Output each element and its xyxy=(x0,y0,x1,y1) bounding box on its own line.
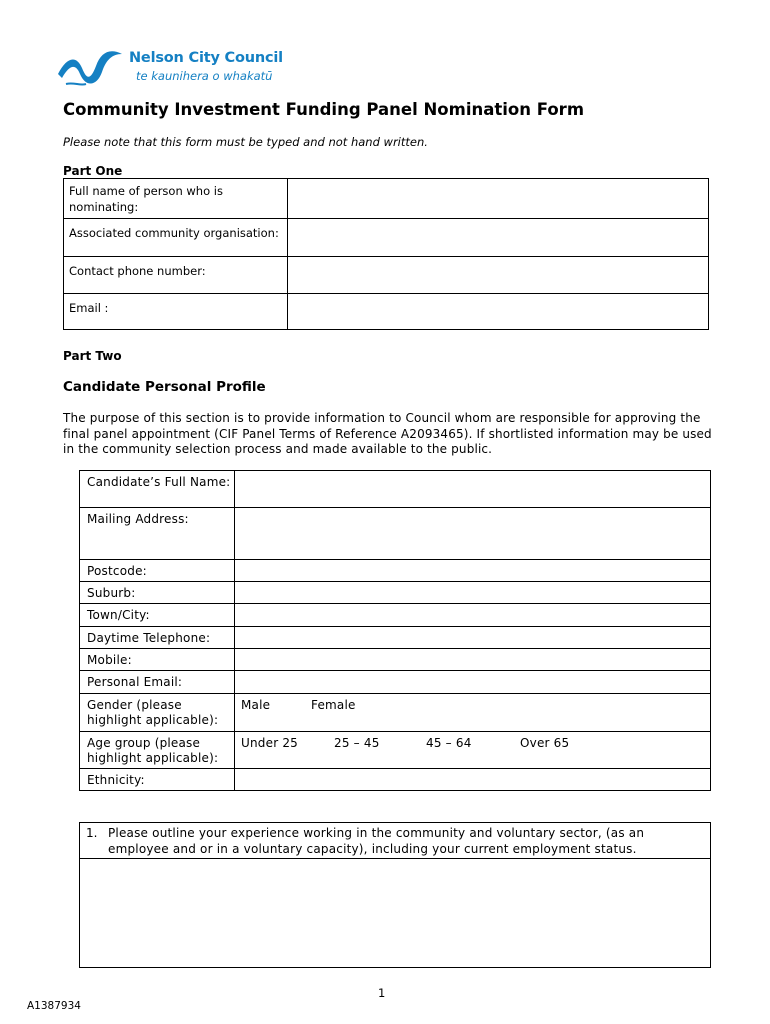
age-option-over-65[interactable]: Over 65 xyxy=(520,736,570,750)
table-row xyxy=(80,604,710,627)
field-label: Daytime Telephone: xyxy=(87,631,211,645)
gender-option-female[interactable]: Female xyxy=(311,698,356,712)
table-row xyxy=(80,671,710,694)
candidate-profile-table xyxy=(79,470,711,791)
field-label: Email : xyxy=(69,301,109,315)
purpose-paragraph: The purpose of this section is to provide information to Council whom are responsible for approving the final panel appointment (CIF Panel Terms of Reference A2093465). If shortlisted information may be used in the community selection process and made available to the public. xyxy=(63,411,712,456)
council-logo xyxy=(56,44,296,92)
contact-phone-field[interactable] xyxy=(287,257,708,293)
field-label: Contact phone number: xyxy=(69,264,206,278)
daytime-telephone-field[interactable] xyxy=(234,627,710,648)
field-label: Full name of person who is nominating: xyxy=(69,184,223,214)
table-row xyxy=(80,732,710,769)
question-number: 1. xyxy=(86,826,98,840)
age-group-options xyxy=(234,732,710,768)
table-row xyxy=(80,627,710,649)
age-option-under-25[interactable]: Under 25 xyxy=(241,736,299,750)
postcode-field[interactable] xyxy=(234,560,710,581)
logo-name: Nelson City Council xyxy=(129,50,283,66)
field-label: Town/City: xyxy=(87,608,150,622)
field-label: Suburb: xyxy=(87,586,136,600)
table-row xyxy=(80,769,710,791)
field-label: Candidate’s Full Name: xyxy=(87,475,231,489)
age-option-45-64[interactable]: 45 – 64 xyxy=(426,736,472,750)
form-note: Please note that this form must be typed and not hand written. xyxy=(63,135,428,149)
part-one-heading: Part One xyxy=(63,164,123,178)
mailing-address-field[interactable] xyxy=(234,508,710,559)
part-two-heading: Part Two xyxy=(63,349,122,363)
personal-email-field[interactable] xyxy=(234,671,710,693)
question-text: Please outline your experience working in the community and voluntary sector, (as an employee and or in a voluntary capacity), including your current employment status. xyxy=(108,826,645,856)
form-title: Community Investment Funding Panel Nomination Form xyxy=(63,100,585,119)
nominator-name-field[interactable] xyxy=(287,179,708,218)
table-row xyxy=(80,694,710,732)
table-row xyxy=(64,294,708,330)
age-option-25-45[interactable]: 25 – 45 xyxy=(334,736,380,750)
table-row xyxy=(80,649,710,671)
candidate-name-field[interactable] xyxy=(234,471,710,507)
field-label: Associated community organisation: xyxy=(69,226,279,240)
suburb-field[interactable] xyxy=(234,582,710,603)
field-label: Age group (please highlight applicable): xyxy=(87,736,219,765)
logo-wave-icon xyxy=(56,44,128,92)
field-label: Gender (please highlight applicable): xyxy=(87,698,219,727)
question-1-box xyxy=(79,822,711,968)
field-label: Ethnicity: xyxy=(87,773,145,787)
part-one-table xyxy=(63,178,709,330)
table-row xyxy=(64,179,708,219)
table-row xyxy=(80,508,710,560)
organisation-field[interactable] xyxy=(287,219,708,256)
field-label: Postcode: xyxy=(87,564,147,578)
document-reference: A1387934 xyxy=(27,1000,81,1012)
table-row xyxy=(80,560,710,582)
mobile-field[interactable] xyxy=(234,649,710,670)
gender-option-male[interactable]: Male xyxy=(241,698,271,712)
question-1-header xyxy=(80,823,710,859)
page-number: 1 xyxy=(378,986,386,1000)
gender-options xyxy=(234,694,710,731)
table-row xyxy=(64,257,708,294)
email-field[interactable] xyxy=(287,294,708,330)
ethnicity-field[interactable] xyxy=(234,769,710,791)
question-1-answer-field[interactable] xyxy=(80,859,710,967)
table-row xyxy=(80,582,710,604)
field-label: Mailing Address: xyxy=(87,512,189,526)
candidate-profile-heading: Candidate Personal Profile xyxy=(63,379,266,395)
field-label: Personal Email: xyxy=(87,675,183,689)
logo-subtitle: te kaunihera o whakatū xyxy=(136,69,273,83)
table-row xyxy=(80,471,710,508)
table-row xyxy=(64,219,708,257)
town-city-field[interactable] xyxy=(234,604,710,626)
field-label: Mobile: xyxy=(87,653,132,667)
